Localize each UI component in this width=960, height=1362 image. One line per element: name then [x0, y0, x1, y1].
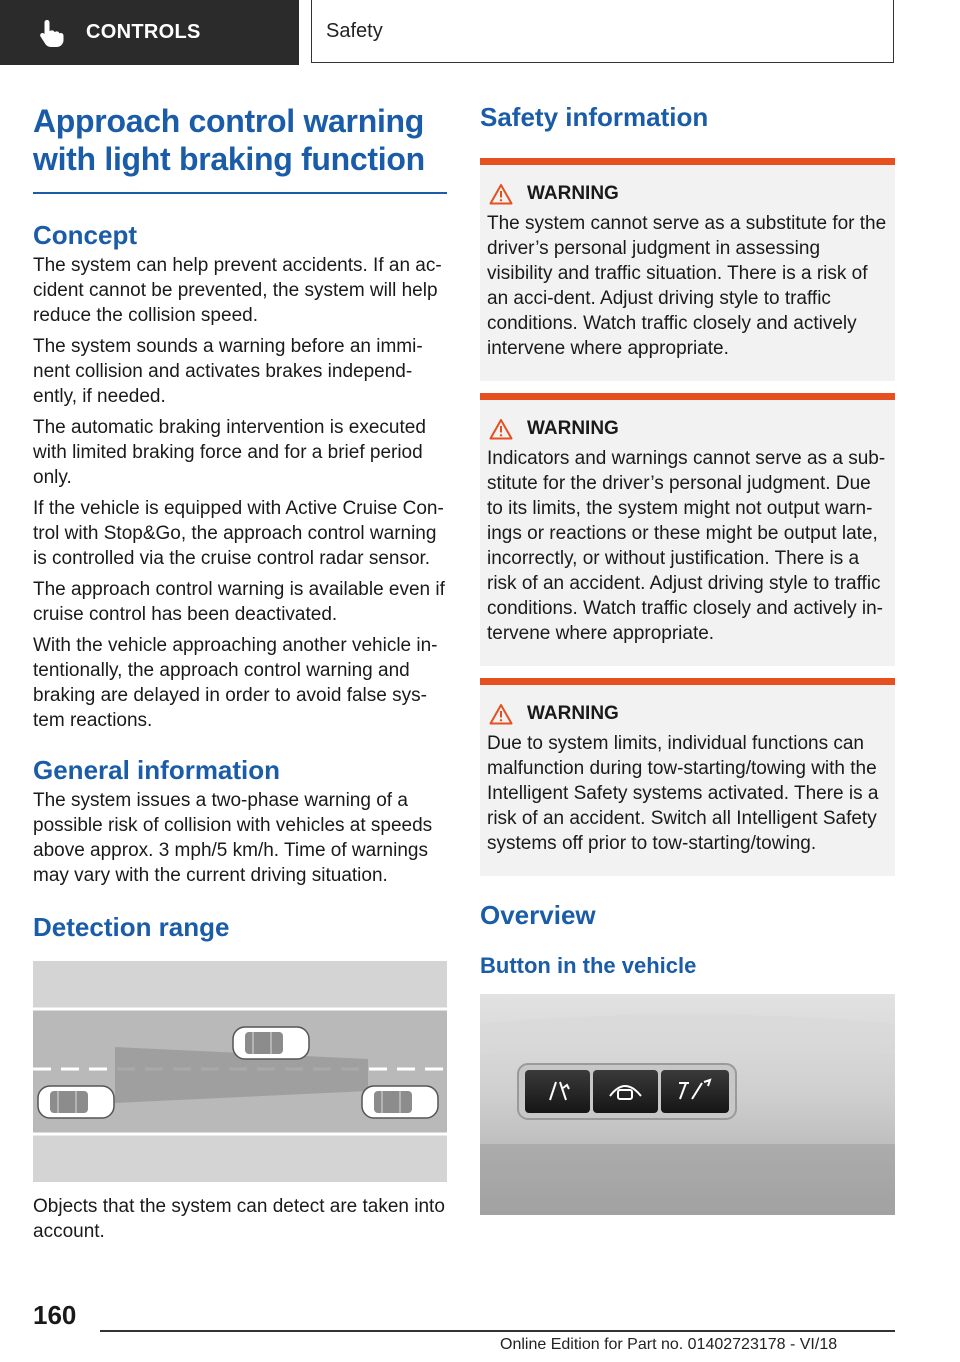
concept-heading: Concept	[33, 220, 137, 250]
safety-information-heading: Safety information	[480, 102, 709, 132]
concept-paragraph: The system can help prevent accidents. If an ac-cident cannot be prevented, the system will help reduce the collision speed.	[33, 255, 442, 326]
left-column	[33, 102, 447, 1244]
panel-button	[661, 1070, 729, 1113]
warning-triangle-icon	[489, 703, 513, 725]
hand-pointer-icon	[38, 18, 66, 48]
right-column	[480, 102, 895, 1215]
edition-text: Online Edition for Part no. 01402723178 - VI/18	[500, 1336, 838, 1353]
warning-box	[480, 678, 895, 876]
panel-button	[525, 1070, 590, 1113]
concept-paragraph: If the vehicle is equipped with Active Cruise Con-trol with Stop&Go, the approach control warning is controlled via the cruise control radar sensor.	[33, 498, 444, 569]
section-header	[311, 0, 894, 63]
warning-label: WARNING	[527, 703, 619, 724]
car-icon	[233, 1027, 309, 1059]
concept-paragraph: The system sounds a warning before an immi-nent collision and activates brakes independ-ently, if needed.	[33, 336, 423, 407]
general-information-paragraph: The system issues a two-phase warning of a possible risk of collision with vehicles at speeds above approx. 3 mph/5 km/h. Time of warnings may vary with the current driving situation.	[33, 790, 433, 886]
title-divider	[33, 192, 447, 194]
button-panel-illustration	[480, 994, 895, 1215]
detection-range-heading: Detection range	[33, 912, 230, 942]
button-panel-photo	[480, 994, 895, 1215]
chapter-label: CONTROLS	[86, 21, 201, 43]
detection-range-caption: Objects that the system can detect are taken into account.	[33, 1196, 445, 1242]
warning-triangle-icon	[489, 183, 513, 205]
chapter-tab[interactable]	[0, 0, 299, 65]
concept-paragraph: The approach control warning is available even if cruise control has been deactivated.	[33, 579, 445, 625]
warning-text: Indicators and warnings cannot serve as a sub-stitute for the driver’s personal judgment. Due to its limits, the system might not output warn-ings or reactions or these might be output late, incorrectly, or without justification. There is a risk of an accident. Adjust driving style to traffic conditions. Watch traffic closely and actively in-tervene where appropriate.	[487, 448, 886, 644]
concept-paragraph: With the vehicle approaching another vehicle in-tentionally, the approach control warning and braking are delayed in order to avoid false sys-tem reactions.	[33, 635, 438, 731]
footer-divider	[100, 1330, 895, 1332]
warning-text: The system cannot serve as a substitute for the driver’s personal judgment in assessing visibility and traffic situation. There is a risk of an acci-dent. Adjust driving style to traffic conditions. Watch traffic closely and actively intervene where appropriate.	[487, 213, 887, 359]
concept-paragraph: The automatic braking intervention is executed with limited braking force and for a brief period only.	[33, 417, 426, 488]
warning-label: WARNING	[527, 183, 619, 204]
detection-range-diagram	[33, 961, 447, 1182]
detection-range-illustration	[33, 961, 447, 1182]
warning-text: Due to system limits, individual functions can malfunction during tow-starting/towing with the Intelligent Safety systems activated. There is a risk of an accident. Switch all Intelligent Safety systems off prior to tow-starting/towing.	[487, 733, 879, 854]
page-title: Approach control warning with light braking function	[33, 103, 425, 177]
general-information-heading: General information	[33, 755, 281, 785]
overview-heading: Overview	[480, 900, 596, 930]
warning-box	[480, 158, 895, 381]
car-icon	[362, 1086, 438, 1118]
page-number: 160	[33, 1300, 77, 1330]
warning-triangle-icon	[489, 418, 513, 440]
warning-label: WARNING	[527, 418, 619, 439]
warning-box	[480, 393, 895, 666]
car-icon	[38, 1086, 114, 1118]
button-in-vehicle-heading: Button in the vehicle	[480, 953, 697, 978]
section-label: Safety	[326, 19, 383, 42]
panel-button	[593, 1070, 658, 1113]
